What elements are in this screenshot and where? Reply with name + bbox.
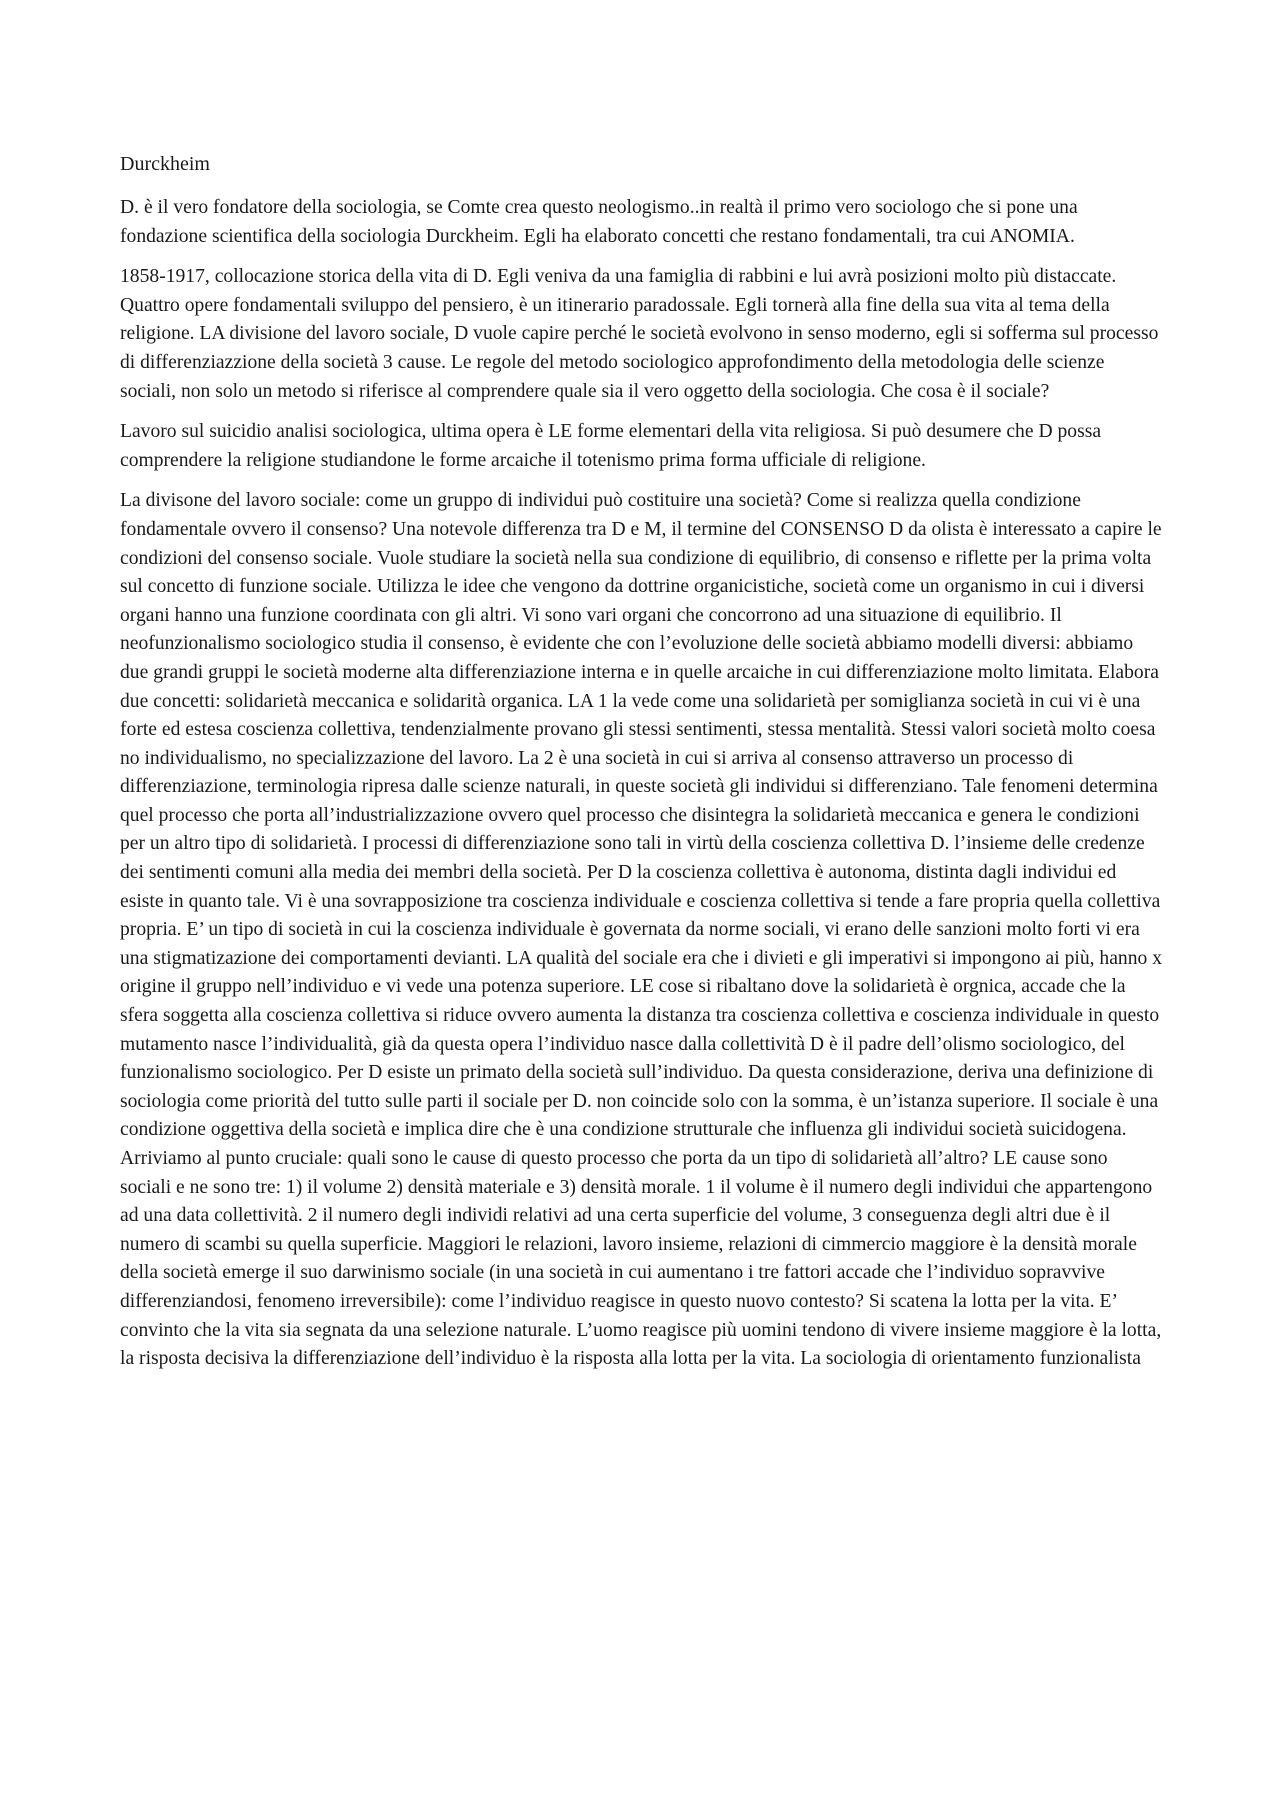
paragraph-intro: D. è il vero fondatore della sociologia, se Comte crea questo neologismo..in realtà il primo vero sociologo che si pone una fondazione scientifica della sociologia Durckheim. Egli ha elaborato concetti che restano fondamentali, tra cui ANOMIA. [120,197,1078,247]
paragraph-biography: 1858-1917, collocazione storica della vita di D. Egli veniva da una famiglia di rabbini e lui avrà posizioni molto più distaccate. Quattro opere fondamentali sviluppo del pensiero, è un itinerario paradossale. Egli tornerà alla fine della sua vita al tema della religione. LA divisione del lavoro sociale, D vuole capire perché le società evolvono in senso moderno, egli si sofferma sul processo di differenziazzione della società 3 cause. Le regole del metodo sociologico approfondimento della metodologia delle scienze sociali, non solo un metodo si riferisce al comprendere quale sia il vero oggetto della sociologia. Che cosa è il sociale? [120,266,1159,402]
paragraph-works: Lavoro sul suicidio analisi sociologica, ultima opera è LE forme elementari della vita religiosa. Si può desumere che D possa comprendere la religione studiandone le forme arcaiche il totenismo prima forma ufficiale di religione. [120,421,1102,471]
document-title: Durckheim [120,153,210,175]
paragraph-division-of-labour: La divisone del lavoro sociale: come un gruppo di individui può costituire una società? Come si realizza quella condizione fondamentale ovvero il consenso? Una notevole differenza tra D e M, il termine del CONSENSO D da olista è interessato a capire le condizioni del consenso sociale. Vuole studiare la società nella sua condizione di equilibrio, di consenso e riflette per la prima volta sul concetto di funzione sociale. Utilizza le idee che vengono da dottrine organicistiche, società come un organismo in cui i diversi organi hanno una funzione coordinata con gli altri. Vi sono vari organi che concorrono ad una situazione di equilibrio. Il neofunzionalismo sociologico studia il consenso, è evidente che con l’evoluzione delle società abbiamo modelli diversi: abbiamo due grandi gruppi le società moderne alta differenziazione interna e in quelle arcaiche in cui differenziazione molto limitata. Elabora due concetti: solidarietà meccanica e solidarità organica. LA 1 la vede come una solidarietà per somiglianza società in cui vi è una forte ed estesa coscienza collettiva, tendenzialmente provano gli stessi sentimenti, stessa mentalità. Stessi valori società molto coesa no individualismo, no specializzazione del lavoro. La 2 è una società in cui si arriva al consenso attraverso un processo di differenziazione, terminologia ripresa dalle scienze naturali, in queste società gli individui si differenziano. Tale fenomeni determina quel processo che porta all’industrializzazione ovvero quel processo che disintegra la solidarietà meccanica e genera le condizioni per un altro tipo di solidarietà. I processi di differenziazione sono tali in virtù della coscienza collettiva D. l’insieme delle credenze dei sentimenti comuni alla media dei membri della società. Per D la coscienza collettiva è autonoma, distinta dagli individui ed esiste in quanto tale. Vi è una sovrapposizione tra coscienza individuale e coscienza collettiva si tende a fare propria quella collettiva propria. E’ un tipo di società in cui la coscienza individuale è governata da norme sociali, vi erano delle sanzioni molto forti vi era una stigmatizazione dei comportamenti devianti. LA qualità del sociale era che i divieti e gli imperativi si impongono ai più, hanno x origine il gruppo nell’individuo e vi vede una potenza superiore. LE cose si ribaltano dove la solidarietà è orgnica, accade che la sfera soggetta alla coscienza collettiva si riduce ovvero aumenta la distanza tra coscienza collettiva e coscienza individuale in questo mutamento nasce l’individualità, già da questa opera l’individuo nasce dalla collettività D è il padre dell’olismo sociologico, del funzionalismo sociologico. Per D esiste un primato della società sull’individuo. Da questa considerazione, deriva una definizione di sociologia come priorità del tutto sulle parti il sociale per D. non coincide solo con la somma, è un’istanza superiore. Il sociale è una condizione oggettiva della società e implica dire che è una condizione strutturale che influenza gli individui società suicidogena. Arriviamo al punto cruciale: quali sono le cause di questo processo che porta da un tipo di solidarietà all’altro? LE cause sono sociali e ne sono tre: 1) il volume 2) densità materiale e 3) densità morale. 1 il volume è il numero degli individui che appartengono ad una data collettività. 2 il numero degli individi relativi ad una certa superficie del volume, 3 conseguenza degli altri due è il numero di scambi su quella superficie. Maggiori le relazioni, lavoro insieme, relazioni di cimmercio maggiore è la densità morale della società emerge il suo darwinismo sociale (in una società in cui aumentano i tre fattori accade che l’individuo sopravvive differenziandosi, fenomeno irreversibile): come l’individuo reagisce in questo nuovo contesto? Si scatena la lotta per la vita. E’ convinto che la vita sia segnata da una selezione naturale. L’uomo reagisce più uomini tendono di vivere insieme maggiore è la lotta, la risposta decisiva la differenziazione dell’individuo è la risposta alla lotta per la vita. La sociologia di orientamento funzionalista [120,490,1162,1370]
